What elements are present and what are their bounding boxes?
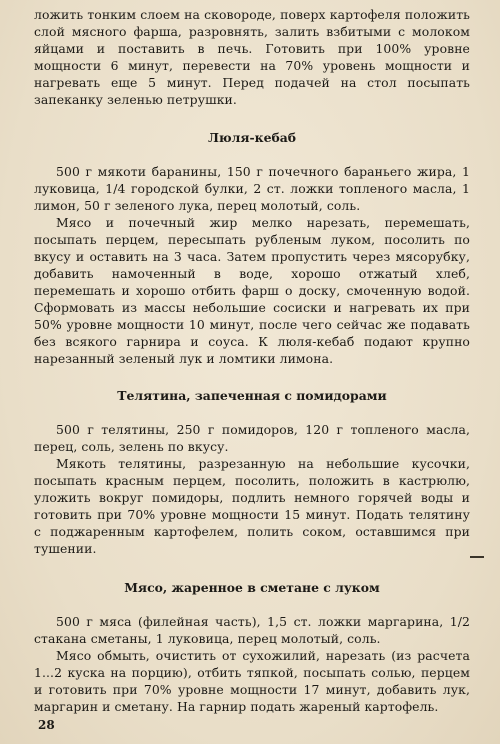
recipe-title-meat-sour-cream: Мясо, жаренное в сметане с луком — [124, 580, 380, 595]
recipe-method: Мясо обмыть, очистить от сухожилий, нарезать (из расчета 1...2 куска на порцию), отбить тяпкой, посыпать солью, перцем и готовить при 70% уровне мощности 17 минут, добавить лук, маргарин и сметану. На гарнир подать жареный картофель. — [34, 648, 470, 714]
divider-rule — [470, 556, 484, 558]
recipe-title-lyulya-kebab: Люля-кебаб — [207, 130, 297, 145]
recipe-method: Мясо и почечный жир мелко нарезать, перемешать, посыпать перцем, пересыпать рубленым луком, посолить по вкусу и оставить на 3 часа. Затем пропустить через мясорубку, добавить намоченный в воде, хорошо отжатый хлеб, перемешать и хорошо отбить фарш о доску, смоченную водой. Сформовать из массы небольшие сосиски и нагревать их при 50% уровне мощности 10 минут, после чего сейчас же подавать без всякого гарнира и соуса. К люля-кебаб подают крупно нарезанный зеленый лук и ломтики лимона. — [34, 215, 470, 366]
recipe-title-veal-tomatoes: Телятина, запеченная с помидорами — [117, 388, 387, 403]
recipe-ingredients: 500 г мяса (филейная часть), 1,5 ст. ложки маргарина, 1/2 стакана сметаны, 1 луковица, перец молотый, соль. — [34, 614, 470, 646]
recipe-method: Мякоть телятины, разрезанную на небольшие кусочки, посыпать красным перцем, посолить, положить в кастрюлю, уложить вокруг помидоры, подлить немного горячей воды и готовить при 70% уровне мощности 15 минут. Подать телятину с поджаренным картофелем, полить соком, оставшимся при тушении. — [34, 456, 470, 556]
intro-paragraph: ложить тонким слоем на сковороде, поверх картофеля положить слой мясного фарша, разровнять, залить взбитыми с молоком яйцами и поставить в печь. Готовить при 100% уровне мощности 6 минут, перевести на 70% уровень мощности и нагревать еще 5 минут. Перед подачей на стол посыпать запеканку зеленью петрушки. — [34, 7, 470, 107]
page-number: 28 — [38, 718, 55, 732]
recipe-ingredients: 500 г мякоти баранины, 150 г почечного бараньего жира, 1 луковица, 1/4 городской булки, 2 ст. ложки топленого масла, 1 лимон, 50 г зеленого лука, перец молотый, соль. — [34, 164, 470, 213]
recipe-ingredients: 500 г телятины, 250 г помидоров, 120 г топленого масла, перец, соль, зелень по вкусу. — [34, 422, 470, 454]
